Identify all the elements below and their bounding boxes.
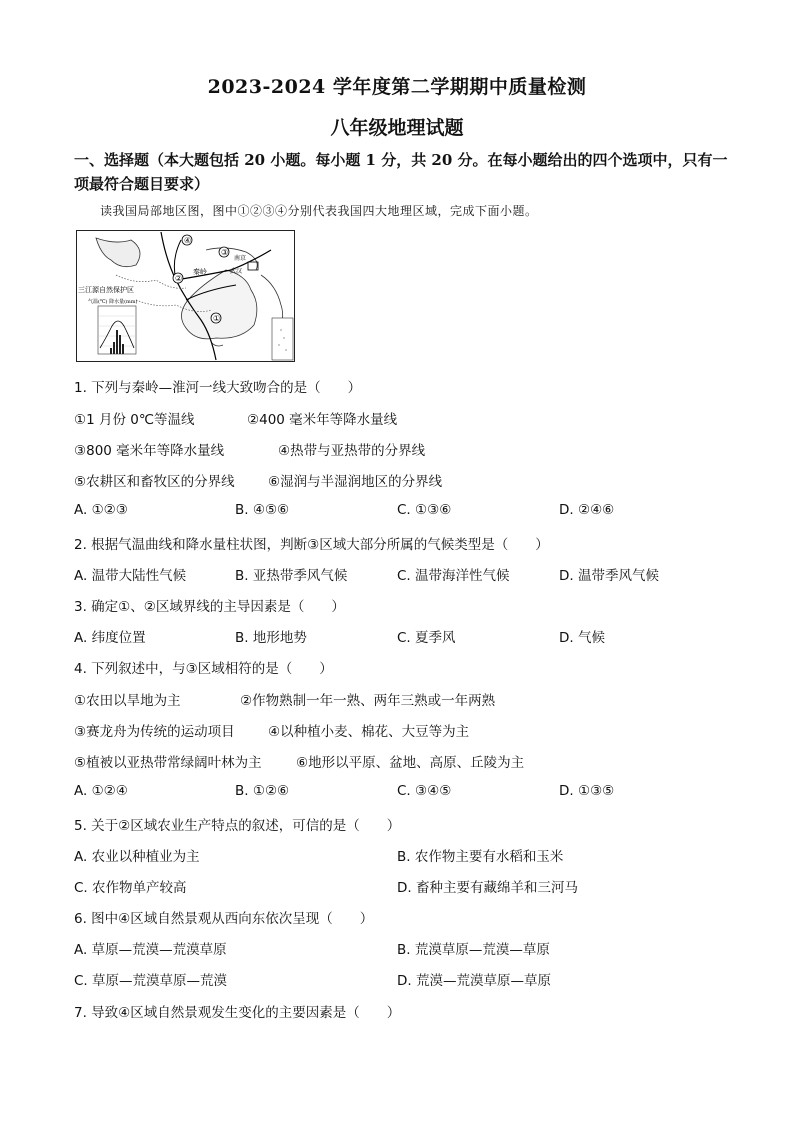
q4-option-d[interactable]: D. ①③⑤ — [559, 783, 615, 799]
question-3-stem: 3. 确定①、②区域界线的主导因素是（ ） — [74, 599, 345, 615]
q5-option-d[interactable]: D. 畜种主要有藏绵羊和三河马 — [397, 880, 578, 896]
question-2-stem: 2. 根据气温曲线和降水量柱状图，判断③区域大部分所属的气候类型是（ ） — [74, 537, 549, 553]
map-label-reserve: 三江源自然保护区 — [78, 286, 134, 294]
question-5-stem: 5. 关于②区域农业生产特点的叙述，可信的是（ ） — [74, 818, 401, 834]
q4-item-3: ③赛龙舟为传统的运动项目 — [74, 724, 235, 740]
question-6-stem: 6. 图中④区域自然景观从西向东依次呈现（ ） — [74, 911, 374, 927]
q2-option-c[interactable]: C. 温带海洋性气候 — [397, 568, 510, 584]
q2-option-b[interactable]: B. 亚热带季风气候 — [235, 568, 348, 584]
q1-item-4: ④热带与亚热带的分界线 — [278, 443, 426, 459]
q4-item-1: ①农田以旱地为主 — [74, 693, 181, 709]
q3-option-c[interactable]: C. 夏季风 — [397, 630, 456, 646]
q5-option-c[interactable]: C. 农作物单产较高 — [74, 880, 187, 896]
map-label-4: ④ — [184, 236, 192, 245]
q1-option-a[interactable]: A. ①②③ — [74, 502, 128, 518]
q4-option-c[interactable]: C. ③④⑤ — [397, 783, 452, 799]
q6-option-d[interactable]: D. 荒漠—荒漠草原—草原 — [397, 973, 551, 989]
q2-option-a[interactable]: A. 温带大陆性气候 — [74, 568, 187, 584]
map-label-3: ③ — [221, 248, 229, 257]
q3-option-a[interactable]: A. 纬度位置 — [74, 630, 146, 646]
q1-item-3: ③800 毫米年等降水量线 — [74, 443, 225, 459]
q4-item-6: ⑥地形以平原、盆地、高原、丘陵为主 — [296, 755, 525, 771]
q4-item-2: ②作物熟制一年一熟、两年三熟或一年两熟 — [240, 693, 496, 709]
question-intro: 读我国局部地区图，图中①②③④分别代表我国四大地理区域，完成下面小题。 — [100, 204, 538, 218]
climate-chart-caption: 气温(℃) 降水量(mm) — [88, 299, 138, 305]
q1-item-1: ①1 月份 0℃等温线 — [74, 412, 195, 428]
q3-option-d[interactable]: D. 气候 — [559, 630, 605, 646]
q1-item-6: ⑥湿润与半湿润地区的分界线 — [268, 474, 443, 490]
q1-item-2: ②400 毫米年等降水量线 — [247, 412, 398, 428]
map-label-2: ② — [175, 274, 183, 283]
q4-option-a[interactable]: A. ①②④ — [74, 783, 128, 799]
exam-title: 2023-2024 学年度第二学期期中质量检测 — [207, 76, 587, 98]
q6-option-a[interactable]: A. 草原—荒漠—荒漠草原 — [74, 942, 227, 958]
q1-item-5: ⑤农耕区和畜牧区的分界线 — [74, 474, 235, 490]
map-label-1: ① — [213, 314, 221, 323]
q4-item-4: ④以种植小麦、棉花、大豆等为主 — [268, 724, 470, 740]
q6-option-c[interactable]: C. 草原—荒漠草原—荒漠 — [74, 973, 228, 989]
q3-option-b[interactable]: B. 地形地势 — [235, 630, 307, 646]
exam-subtitle: 八年级地理试题 — [330, 117, 464, 139]
q6-option-b[interactable]: B. 荒漠草原—荒漠—草原 — [397, 942, 550, 958]
q5-option-a[interactable]: A. 农业以种植业为主 — [74, 849, 200, 865]
question-7-stem: 7. 导致④区域自然景观发生变化的主要因素是（ ） — [74, 1005, 401, 1021]
section-heading: 一、选择题（本大题包括 20 小题。每小题 1 分，共 20 分。在每小题给出的四个选项中，只有一项最符合题目要求） — [74, 151, 728, 193]
q5-option-b[interactable]: B. 农作物主要有水稻和玉米 — [397, 849, 564, 865]
q4-item-5: ⑤植被以亚热带常绿阔叶林为主 — [74, 755, 262, 771]
q1-option-d[interactable]: D. ②④⑥ — [559, 502, 615, 518]
q1-option-c[interactable]: C. ①③⑥ — [397, 502, 452, 518]
question-1-stem: 1. 下列与秦岭—淮河一线大致吻合的是（ ） — [74, 380, 362, 396]
map-label-nanjing: 南京 — [234, 255, 247, 262]
region-map-figure — [76, 230, 295, 362]
map-label-qinling: 秦岭 — [193, 268, 207, 276]
q1-option-b[interactable]: B. ④⑤⑥ — [235, 502, 290, 518]
map-label-wuhan: 武汉 — [230, 268, 243, 275]
q2-option-d[interactable]: D. 温带季风气候 — [559, 568, 659, 584]
question-4-stem: 4. 下列叙述中，与③区域相符的是（ ） — [74, 661, 333, 677]
q4-option-b[interactable]: B. ①②⑥ — [235, 783, 290, 799]
